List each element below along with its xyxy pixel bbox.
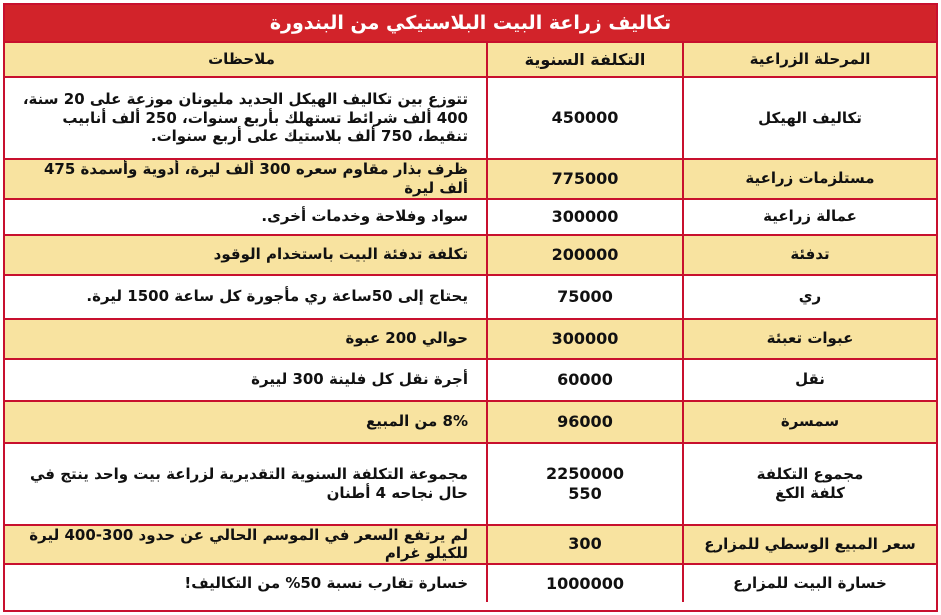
row-cost: 75000 xyxy=(487,275,683,319)
row-stage: ري xyxy=(683,275,936,319)
row-notes: ظرف بذار مقاوم سعره 300 ألف ليرة، أدوية وأسمدة 475 ألف ليرة xyxy=(5,159,487,199)
total-row xyxy=(5,443,936,525)
total-cost-value: 2250000 xyxy=(546,463,624,483)
loss-stage: خسارة البيت للمزارع xyxy=(683,564,936,602)
table-row xyxy=(5,319,936,359)
header-row xyxy=(5,43,936,77)
row-notes: تتوزع بين تكاليف الهيكل الحديد مليونان موزعة على 20 سنة، 400 ألف شرائط تستهلك بأربع سنوات، 250 ألف أنابيب تنقيط، 750 ألف بلاستيك على أربع سنوات. xyxy=(5,77,487,159)
header-stage: المرحلة الزراعية xyxy=(683,43,936,77)
row-cost: 450000 xyxy=(487,77,683,159)
table-row xyxy=(5,77,936,159)
table-row xyxy=(5,359,936,401)
cost-per-kg-value: 550 xyxy=(568,483,602,503)
row-notes: تكلفة تدفئة البيت باستخدام الوقود xyxy=(5,235,487,275)
table-row xyxy=(5,159,936,199)
total-notes: مجموعة التكلفة السنوية التقديرية لزراعة بيت واحد ينتج في حال نجاحه 4 أطنان xyxy=(5,443,487,525)
row-cost: 60000 xyxy=(487,359,683,401)
row-notes: يحتاج إلى 50ساعة ري مأجورة كل ساعة 1500 ليرة. xyxy=(5,275,487,319)
total-stage-cell xyxy=(683,443,936,525)
price-row xyxy=(5,525,936,565)
price-cost: 300 xyxy=(487,525,683,565)
row-cost: 300000 xyxy=(487,199,683,235)
row-stage: سمسرة xyxy=(683,401,936,443)
table-title: تكاليف زراعة البيت البلاستيكي من البندورة xyxy=(5,5,936,43)
table-row xyxy=(5,275,936,319)
row-cost: 300000 xyxy=(487,319,683,359)
row-cost: 96000 xyxy=(487,401,683,443)
price-stage: سعر المبيع الوسطي للمزارع xyxy=(683,525,936,565)
table-row xyxy=(5,235,936,275)
total-cost-cell xyxy=(487,443,683,525)
row-notes: سواد وفلاحة وخدمات أخرى. xyxy=(5,199,487,235)
row-cost: 200000 xyxy=(487,235,683,275)
table-row xyxy=(5,401,936,443)
row-cost: 775000 xyxy=(487,159,683,199)
table-row xyxy=(5,199,936,235)
row-stage: تدفئة xyxy=(683,235,936,275)
row-notes: أجرة نقل كل فلينة 300 لييرة xyxy=(5,359,487,401)
loss-cost: 1000000 xyxy=(487,564,683,602)
price-notes: لم يرتفع السعر في الموسم الحالي عن حدود 300-400 ليرة للكيلو غرام xyxy=(5,525,487,565)
cost-table-panel xyxy=(3,3,938,612)
row-stage: عمالة زراعية xyxy=(683,199,936,235)
row-stage: نقل xyxy=(683,359,936,401)
row-notes: حوالي 200 عبوة xyxy=(5,319,487,359)
row-stage: تكاليف الهيكل xyxy=(683,77,936,159)
header-cost: التكلفة السنوية xyxy=(487,43,683,77)
total-cost-label: مجموع التكلفة xyxy=(756,464,864,483)
cost-per-kg-label: كلفة الكغ xyxy=(775,483,845,502)
row-stage: عبوات تعبئة xyxy=(683,319,936,359)
row-stage: مستلزمات زراعية xyxy=(683,159,936,199)
loss-notes: خسارة تقارب نسبة 50% من التكاليف! xyxy=(5,564,487,602)
header-notes: ملاحظات xyxy=(5,43,487,77)
cost-table xyxy=(5,43,936,602)
row-notes: 8% من المبيع xyxy=(5,401,487,443)
loss-row xyxy=(5,564,936,602)
